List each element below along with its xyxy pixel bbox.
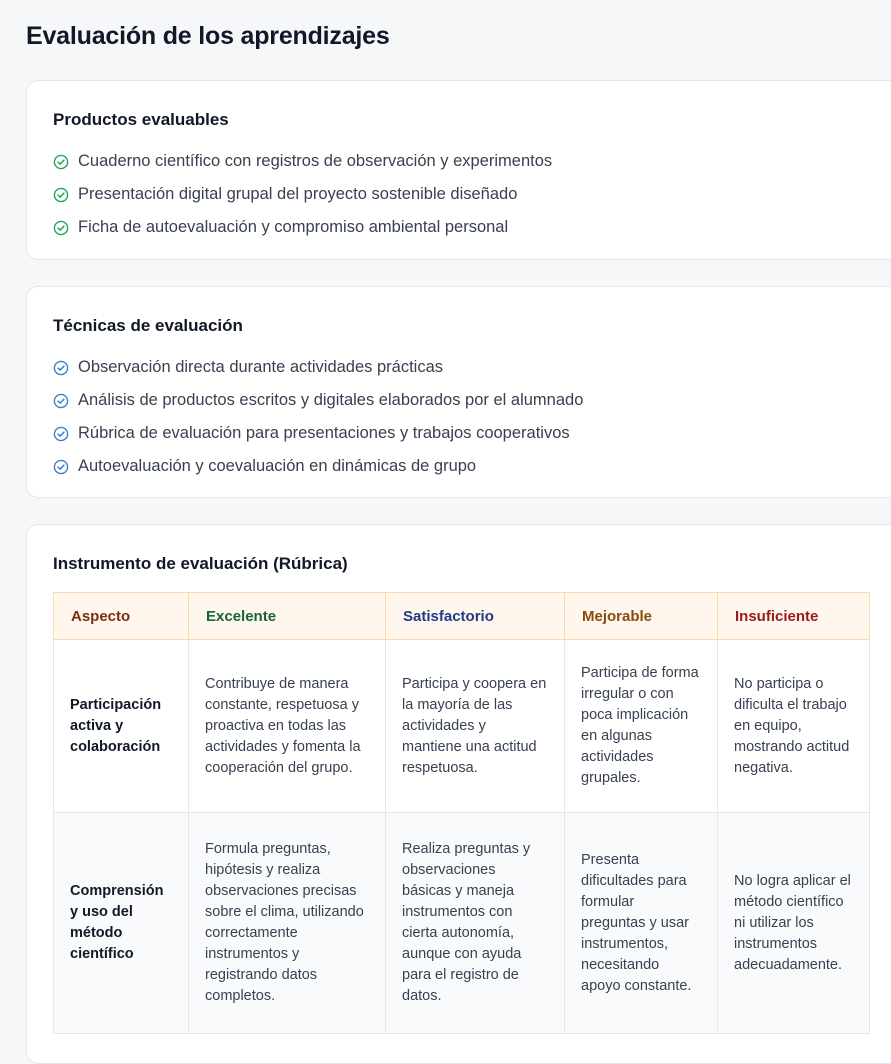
- check-circle-icon: [53, 393, 69, 409]
- improvable-cell: Presenta dificultades para formular preguntas y usar instrumentos, necesitando apoyo constante.: [565, 813, 718, 1034]
- product-item: [53, 211, 552, 244]
- technique-item: [53, 450, 583, 483]
- technique-item-label: Autoevaluación y coevaluación en dinámicas de grupo: [78, 457, 477, 475]
- technique-item: [53, 351, 583, 384]
- products-title: Productos evaluables: [53, 110, 229, 129]
- insufficient-cell: No logra aplicar el método científico ni utilizar los instrumentos adecuadamente.: [718, 813, 870, 1034]
- technique-item: [53, 417, 583, 450]
- technique-item-label: Rúbrica de evaluación para presentaciones y trabajos cooperativos: [78, 424, 570, 442]
- excellent-cell: Contribuye de manera constante, respetuosa y proactiva en todas las actividades y fomenta la cooperación del grupo.: [189, 640, 386, 813]
- satisfactory-cell: Realiza preguntas y observaciones básicas y maneja instrumentos con cierta autonomía, aunque con ayuda para el registro de datos.: [386, 813, 565, 1034]
- insufficient-cell: No participa o dificulta el trabajo en equipo, mostrando actitud negativa.: [718, 640, 870, 813]
- header-aspect: Aspecto: [54, 593, 189, 640]
- products-list: [53, 145, 552, 244]
- aspect-cell: Comprensión y uso del método científico: [54, 813, 189, 1034]
- header-satisfactory: Satisfactorio: [386, 593, 565, 640]
- check-circle-icon: [53, 360, 69, 376]
- aspect-cell: Participación activa y colaboración: [54, 640, 189, 813]
- product-item: [53, 178, 552, 211]
- table-row: [54, 813, 870, 1034]
- page-title: Evaluación de los aprendizajes: [26, 22, 390, 50]
- rubric-card: [26, 524, 891, 1064]
- check-circle-icon: [53, 187, 69, 203]
- rubric-header-row: [54, 593, 870, 640]
- check-circle-icon: [53, 426, 69, 442]
- excellent-cell: Formula preguntas, hipótesis y realiza observaciones precisas sobre el clima, utilizando correctamente instrumentos y registrando datos completos.: [189, 813, 386, 1034]
- check-circle-icon: [53, 220, 69, 236]
- check-circle-icon: [53, 459, 69, 475]
- product-item: [53, 145, 552, 178]
- techniques-card: [26, 286, 891, 498]
- satisfactory-cell: Participa y coopera en la mayoría de las actividades y mantiene una actitud respetuosa.: [386, 640, 565, 813]
- product-item-label: Ficha de autoevaluación y compromiso ambiental personal: [78, 218, 509, 236]
- technique-item-label: Análisis de productos escritos y digitales elaborados por el alumnado: [78, 391, 584, 409]
- rubric-table: [53, 592, 870, 1034]
- rubric-title: Instrumento de evaluación (Rúbrica): [53, 554, 348, 573]
- header-insufficient: Insuficiente: [718, 593, 870, 640]
- header-excellent: Excelente: [189, 593, 386, 640]
- techniques-title: Técnicas de evaluación: [53, 316, 243, 335]
- technique-item-label: Observación directa durante actividades prácticas: [78, 358, 444, 376]
- product-item-label: Cuaderno científico con registros de observación y experimentos: [78, 152, 553, 170]
- table-row: [54, 640, 870, 813]
- improvable-cell: Participa de forma irregular o con poca implicación en algunas actividades grupales.: [565, 640, 718, 813]
- products-card: [26, 80, 891, 260]
- product-item-label: Presentación digital grupal del proyecto sostenible diseñado: [78, 185, 518, 203]
- technique-item: [53, 384, 583, 417]
- header-improvable: Mejorable: [565, 593, 718, 640]
- check-circle-icon: [53, 154, 69, 170]
- techniques-list: [53, 351, 583, 483]
